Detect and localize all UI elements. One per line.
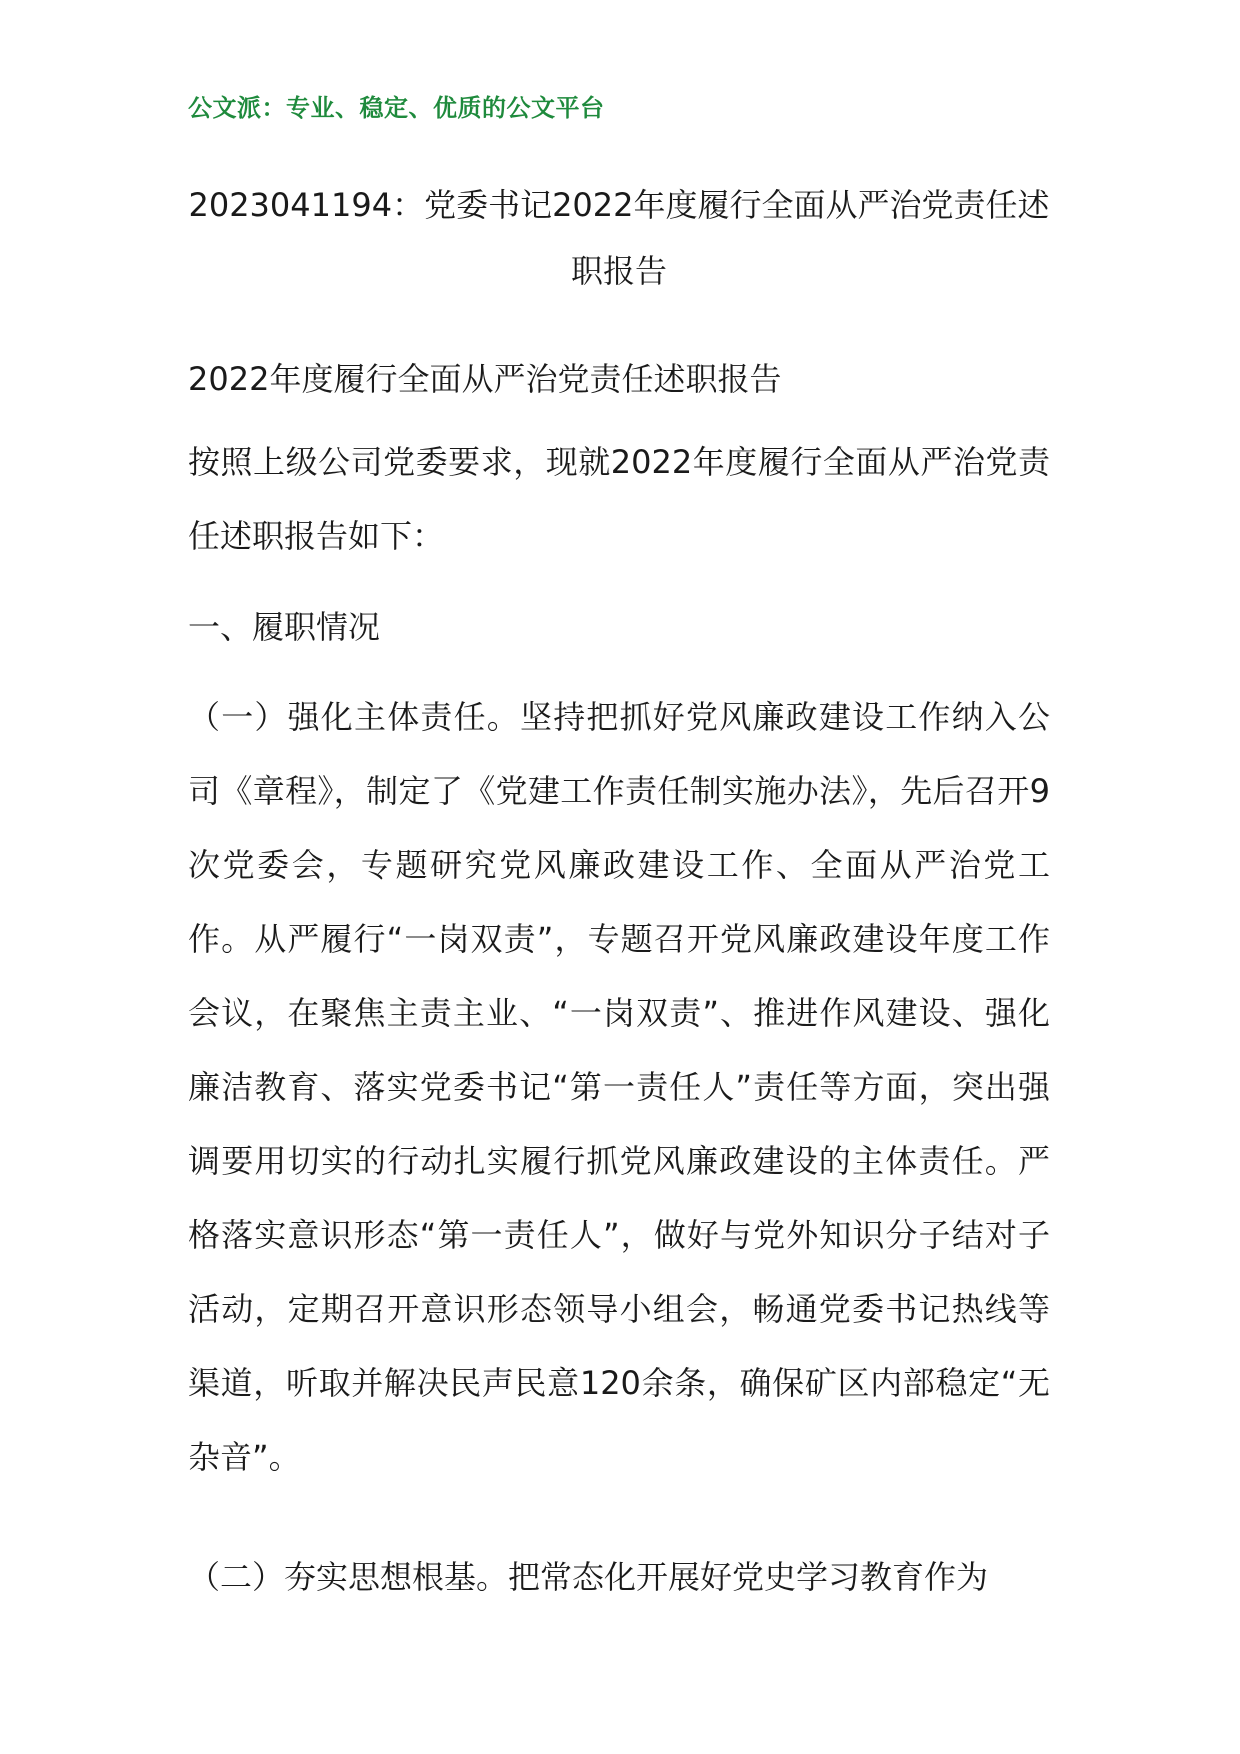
intro-paragraph: 按照上级公司党委要求，现就2022年度履行全面从严治党责任述职报告如下： [188,443,1050,555]
document-title: 2023041194：党委书记2022年度履行全面从严治党责任述职报告 [188,186,1050,290]
paragraph-main-responsibility: （一）强化主体责任。坚持把抓好党风廉政建设工作纳入公司《章程》，制定了《党建工作责任制实施办法》，先后召开9次党委会，专题研究党风廉政建设工作、全面从严治党工作。从严履行“一岗双责”，专题召开党风廉政建设年度工作会议，在聚焦主责主业、“一岗双责”、推进作风建设、强化廉洁教育、落实党委书记“第一责任人”责任等方面，突出强调要用切实的行动扎实履行抓党风廉政建设的主体责任。严格落实意识形态“第一责任人”，做好与党外知识分子结对子活动，定期召开意识形态领导小组会，畅通党委书记热线等渠道，听取并解决民声民意120余条，确保矿区内部稳定“无杂音”。 [188,698,1050,1476]
platform-tagline: 公文派：专业、稳定、优质的公文平台 [188,94,605,122]
report-subtitle: 2022年度履行全面从严治党责任述职报告 [188,360,782,398]
paragraph-ideological-foundation: （二）夯实思想根基。把常态化开展好党史学习教育作为 [188,1558,989,1596]
section-heading: 一、履职情况 [188,608,381,646]
